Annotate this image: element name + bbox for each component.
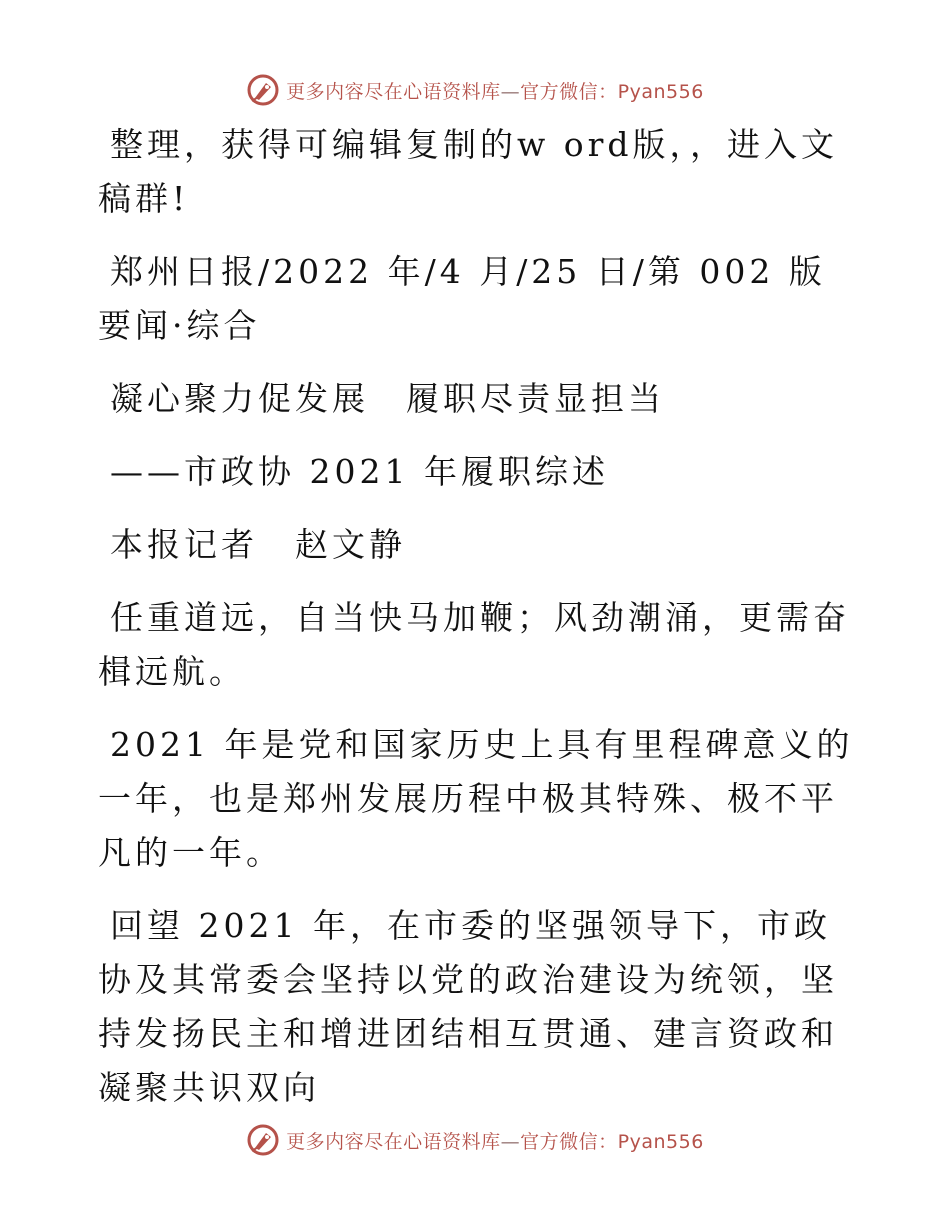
document-body: [98, 118, 858, 1134]
paragraph-body-2: 2021 年是党和国家历史上具有里程碑意义的一年，也是郑州发展历程中极其特殊、极不平凡的一年。: [98, 725, 854, 872]
banner-contact-text: 官方微信：Pyan556: [520, 80, 704, 103]
banner-site-text: 更多内容尽在心语资料库: [286, 1130, 501, 1153]
banner-text: [286, 1127, 704, 1154]
pen-nib-logo-icon: [246, 73, 280, 107]
paragraph-body-3: 回望 2021 年，在市委的坚强领导下，市政协及其常委会坚持以党的政治建设为统领，坚持发扬民主和增进团结相互贯通、建言资政和凝聚共识双向: [98, 906, 838, 1107]
banner-separator: —: [500, 80, 521, 103]
banner-separator: —: [500, 1130, 521, 1153]
paragraph-body-1: 任重道远，自当快马加鞭；风劲潮涌，更需奋楫远航。: [98, 598, 850, 691]
banner-contact-text: 官方微信：Pyan556: [520, 1130, 704, 1153]
footer-banner: [0, 1120, 950, 1160]
banner-site-text: 更多内容尽在心语资料库: [286, 80, 501, 103]
paragraph-source: 郑州日报/2022 年/4 月/25 日/第 002 版要闻·综合: [98, 252, 826, 345]
header-banner-inner: [246, 73, 704, 107]
pen-nib-logo-icon: [246, 1123, 280, 1157]
article-byline: 本报记者 赵文静: [110, 525, 406, 564]
paragraph-notice: 整理，获得可编辑复制的w ord版，，进入文稿群!: [98, 125, 839, 218]
header-banner: [0, 70, 950, 110]
banner-text: [286, 77, 704, 104]
article-subtitle: ——市政协 2021 年履职综述: [110, 452, 609, 491]
footer-banner-inner: [246, 1123, 704, 1157]
article-title: 凝心聚力促发展 履职尽责显担当: [110, 379, 665, 418]
